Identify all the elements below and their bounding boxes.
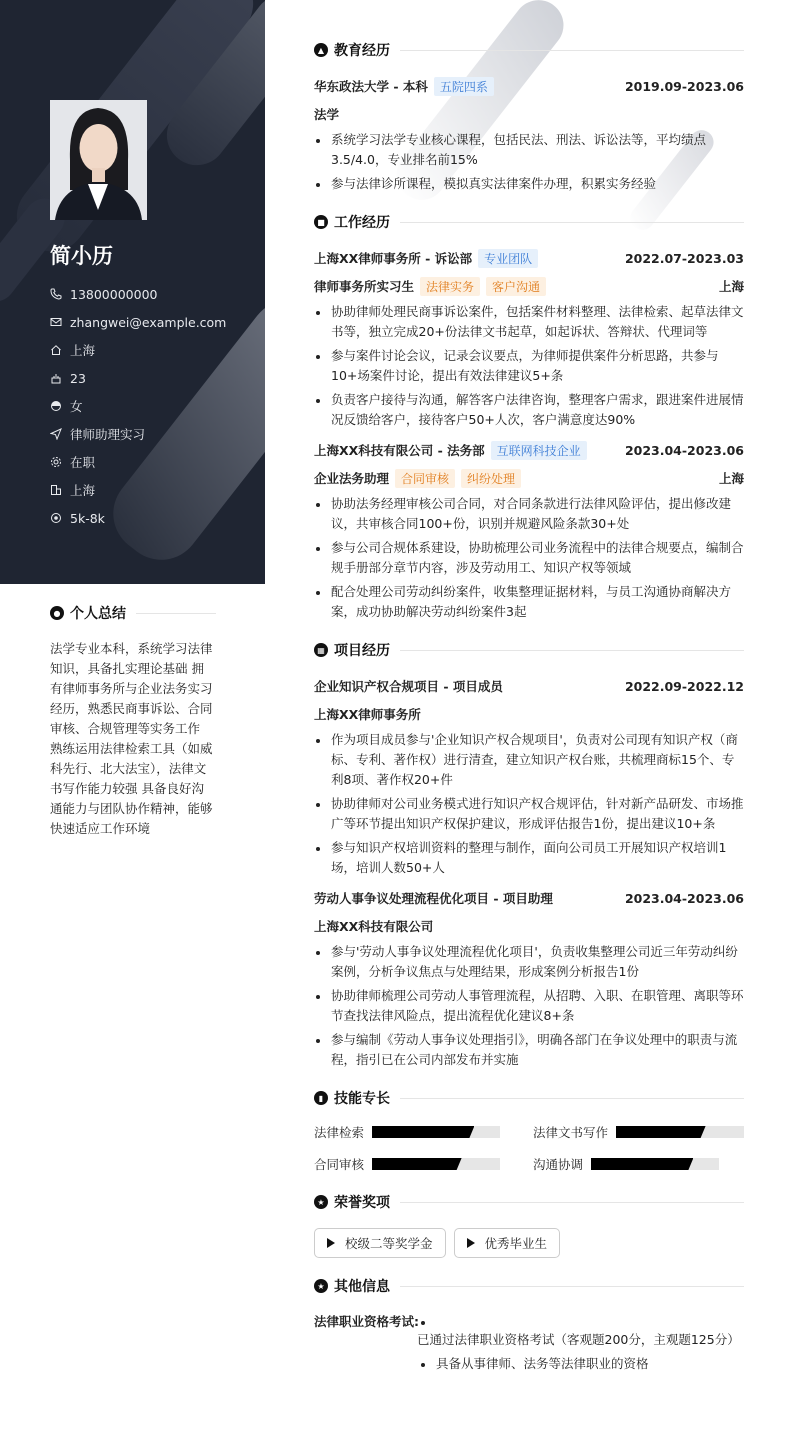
job-intent-text: 律师助理实习 (70, 427, 146, 442)
list-item: 协助律师梳理公司劳动人事管理流程，从招聘、入职、在职管理、离职等环节查找法律风险点，提出流程优化建议8+条 (314, 986, 744, 1026)
skill-fill (372, 1126, 474, 1138)
awards-section (314, 1192, 744, 1258)
salary-text: 5k-8k (70, 510, 105, 526)
award-chip (314, 1228, 446, 1258)
info-gender (50, 392, 226, 420)
other-bullets (419, 1354, 744, 1374)
list-item: 配合处理公司劳动纠纷案件，收集整理证据材料，与员工沟通协商解决方案，成功协助解决劳动纠纷案件3起 (314, 582, 744, 622)
project-bullets (314, 730, 744, 878)
education-date: 2019.09-2023.06 (624, 78, 744, 94)
list-item: 具备从事律师、法务等法律职业的资格 (419, 1354, 744, 1374)
skill-bar (372, 1126, 500, 1138)
info-job-intent (50, 420, 226, 448)
list-item: 负责客户接待与沟通，解答客户法律咨询，整理客户需求，跟进案件进展情况反馈给客户，接待客户50+人次，客户满意度达90% (314, 390, 744, 430)
role-tag: 合同审核 (395, 469, 455, 488)
award-label: 校级二等奖学金 (345, 1236, 433, 1251)
list-item: 协助法务经理审核公司合同，对合同条款进行法律风险评估，提出修改建议，共审核合同100+份，识别并规避风险条款30+处 (314, 494, 744, 534)
send-icon (50, 428, 62, 440)
summary-section (50, 603, 216, 839)
role-tag: 纠纷处理 (461, 469, 521, 488)
divider (400, 1286, 744, 1287)
mail-icon (50, 316, 62, 328)
city-text: 上海 (70, 343, 96, 358)
briefcase-icon: ■ (314, 215, 328, 229)
list-item: 协助律师处理民商事诉讼案件，包括案件材料整理、法律检索、起草法律文书等，独立完成20+份法律文书起草，如起诉状、答辩状、代理词等 (314, 302, 744, 342)
education-title: 教育经历 (334, 43, 390, 59)
gender-icon (50, 400, 62, 412)
info-city (50, 336, 226, 364)
skill-bar (372, 1158, 500, 1170)
skills-header (314, 1088, 744, 1108)
age-text: 23 (70, 370, 86, 386)
summary-title: 个人总结 (70, 606, 126, 622)
project-head (314, 884, 744, 912)
other-label: 法律职业资格考试: (314, 1314, 419, 1329)
awards-header (314, 1192, 744, 1212)
project-name: 企业知识产权合规项目 - 项目成员 (314, 679, 503, 694)
divider (400, 650, 744, 651)
job-role-row (314, 464, 744, 492)
skill-item (314, 1122, 513, 1142)
skill-item (533, 1122, 744, 1142)
role-tag: 客户沟通 (486, 277, 546, 296)
gear-icon (50, 456, 62, 468)
other-title: 其他信息 (334, 1279, 390, 1295)
skill-item (533, 1154, 744, 1174)
project-head (314, 672, 744, 700)
skills-section (314, 1088, 744, 1174)
email-text: zhangwei@example.com (70, 314, 227, 330)
profile-name: 简小历 (50, 244, 113, 268)
skill-label: 合同审核 (314, 1157, 365, 1172)
other-text: 已通过法律职业资格考试（客观题200分，主观题125分） (417, 1332, 740, 1347)
project-org-text: 上海XX律师事务所 (314, 707, 421, 722)
job-date: 2022.07-2023.03 (624, 250, 744, 266)
role-tag: 法律实务 (420, 277, 480, 296)
job-role-row (314, 272, 744, 300)
project-date: 2023.04-2023.06 (624, 890, 744, 906)
divider (400, 50, 744, 51)
awards-list (314, 1228, 744, 1258)
other-bullets (419, 1312, 744, 1332)
list-item: 参与知识产权培训资料的整理与制作，面向公司员工开展知识产权培训1场，培训人数50+人 (314, 838, 744, 878)
contact-info (50, 280, 226, 532)
education-major (314, 100, 744, 128)
info-target-city (50, 476, 226, 504)
status-text: 在职 (70, 455, 96, 470)
project-date: 2022.09-2022.12 (624, 678, 744, 694)
info-email (50, 308, 226, 336)
info-salary (50, 504, 226, 532)
other-header (314, 1276, 744, 1296)
job-bullets (314, 494, 744, 622)
job-role: 律师事务所实习生 (314, 278, 415, 294)
skill-bar (591, 1158, 719, 1170)
info-status (50, 448, 226, 476)
job-role: 企业法务助理 (314, 470, 390, 486)
grid-icon: ▦ (314, 643, 328, 657)
summary-text: 法学专业本科，系统学习法律知识，具备扎实理论基础 拥有律师事务所与企业法务实习经历，熟悉民商事诉讼、合同审核、合规管理等实务工作 熟练运用法律检索工具（如威科先行、北大法宝），法律文书写作能力较强 具备良好沟通能力与团队协作精神，能够快速适应工作环境 (50, 641, 213, 836)
info-age (50, 364, 226, 392)
divider (400, 1098, 744, 1099)
list-item (419, 1312, 744, 1332)
bar-chart-icon: ▮ (314, 1091, 328, 1105)
project-bullets (314, 942, 744, 1070)
project-org (314, 700, 744, 728)
skills-grid (314, 1122, 744, 1174)
projects-section (314, 640, 744, 1070)
other-content (419, 1312, 744, 1378)
job-company: 上海XX律师事务所 - 诉讼部 (314, 250, 473, 266)
profile-photo (50, 100, 147, 220)
school-tag: 五院四系 (434, 77, 494, 96)
info-phone (50, 280, 226, 308)
info-icon: ★ (314, 1279, 328, 1293)
skill-label: 法律检索 (314, 1125, 365, 1140)
job-company: 上海XX科技有限公司 - 法务部 (314, 442, 485, 458)
job-tag: 专业团队 (478, 249, 538, 268)
skills-title: 技能专长 (334, 1091, 390, 1107)
graduation-cap-icon: ▲ (314, 43, 328, 57)
projects-title: 项目经历 (334, 643, 390, 659)
projects-header (314, 640, 744, 660)
list-item: 参与编制《劳动人事争议处理指引》，明确各部门在争议处理中的职责与流程，指引已在公司内部发布并实施 (314, 1030, 744, 1070)
project-name: 劳动人事争议处理流程优化项目 - 项目助理 (314, 891, 553, 906)
job-date: 2023.04-2023.06 (624, 442, 744, 458)
project-org (314, 912, 744, 940)
award-chip (454, 1228, 561, 1258)
job-location: 上海 (718, 279, 744, 294)
skill-label: 沟通协调 (532, 1157, 583, 1172)
other-row (314, 1312, 744, 1378)
work-header (314, 212, 744, 232)
gender-text: 女 (70, 399, 83, 414)
coin-icon (50, 512, 62, 524)
education-section (314, 40, 744, 194)
job-head (314, 244, 744, 272)
skill-fill (591, 1158, 693, 1170)
project-org-text: 上海XX科技有限公司 (314, 919, 434, 934)
target-city-text: 上海 (70, 483, 96, 498)
job-bullets (314, 302, 744, 430)
list-item: 参与案件讨论会议，记录会议要点，为律师提供案件分析思路，共参与10+场案件讨论，提出有效法律建议5+条 (314, 346, 744, 386)
job-tag: 互联网科技企业 (491, 441, 587, 460)
major-text: 法学 (314, 107, 340, 122)
job-head (314, 436, 744, 464)
work-section (314, 212, 744, 622)
award-label: 优秀毕业生 (484, 1236, 548, 1251)
summary-header (50, 603, 216, 623)
list-item: 参与法律诊所课程，模拟真实法律案件办理，积累实务经验 (314, 174, 744, 194)
other-section (314, 1276, 744, 1378)
skill-label: 法律文书写作 (532, 1125, 608, 1140)
awards-title: 荣誉奖项 (334, 1195, 390, 1211)
list-item: 协助律师对公司业务模式进行知识产权合规评估，针对新产品研发、市场推广等环节提出知识产权保护建议，形成评估报告1份，提出建议10+条 (314, 794, 744, 834)
phone-icon (50, 288, 62, 300)
skill-fill (616, 1126, 706, 1138)
divider (400, 1202, 744, 1203)
list-item: 系统学习法学专业核心课程，包括民法、刑法、诉讼法等，平均绩点3.5/4.0，专业排名前15% (314, 130, 744, 170)
home-icon (50, 344, 62, 356)
phone-text: 13800000000 (70, 286, 158, 302)
list-item: 参与公司合规体系建设，协助梳理公司业务流程中的法律合规要点，编制合规手册部分章节内容，涉及劳动用工、知识产权等领域 (314, 538, 744, 578)
cake-icon (50, 372, 62, 384)
school-name: 华东政法大学 - 本科 (314, 78, 428, 94)
job-location: 上海 (718, 471, 744, 486)
sidebar (0, 0, 265, 584)
award-icon: ★ (314, 1195, 328, 1209)
user-icon: ● (50, 606, 64, 620)
play-icon (467, 1238, 475, 1248)
building-icon (50, 484, 62, 496)
play-icon (327, 1238, 335, 1248)
education-bullets (314, 130, 744, 194)
divider (136, 613, 216, 614)
list-item: 参与'劳动人事争议处理流程优化项目'，负责收集整理公司近三年劳动纠纷案例，分析争议焦点与处理结果，形成案例分析报告1份 (314, 942, 744, 982)
education-head (314, 72, 744, 100)
work-title: 工作经历 (334, 215, 390, 231)
skill-bar (616, 1126, 744, 1138)
education-header (314, 40, 744, 60)
main-content (314, 40, 744, 1392)
skill-item (314, 1154, 513, 1174)
skill-fill (372, 1158, 462, 1170)
list-item: 作为项目成员参与'企业知识产权合规项目'，负责对公司现有知识产权（商标、专利、著作权）进行清查，建立知识产权台账，共梳理商标15个、专利8项、著作权20+件 (314, 730, 744, 790)
divider (400, 222, 744, 223)
